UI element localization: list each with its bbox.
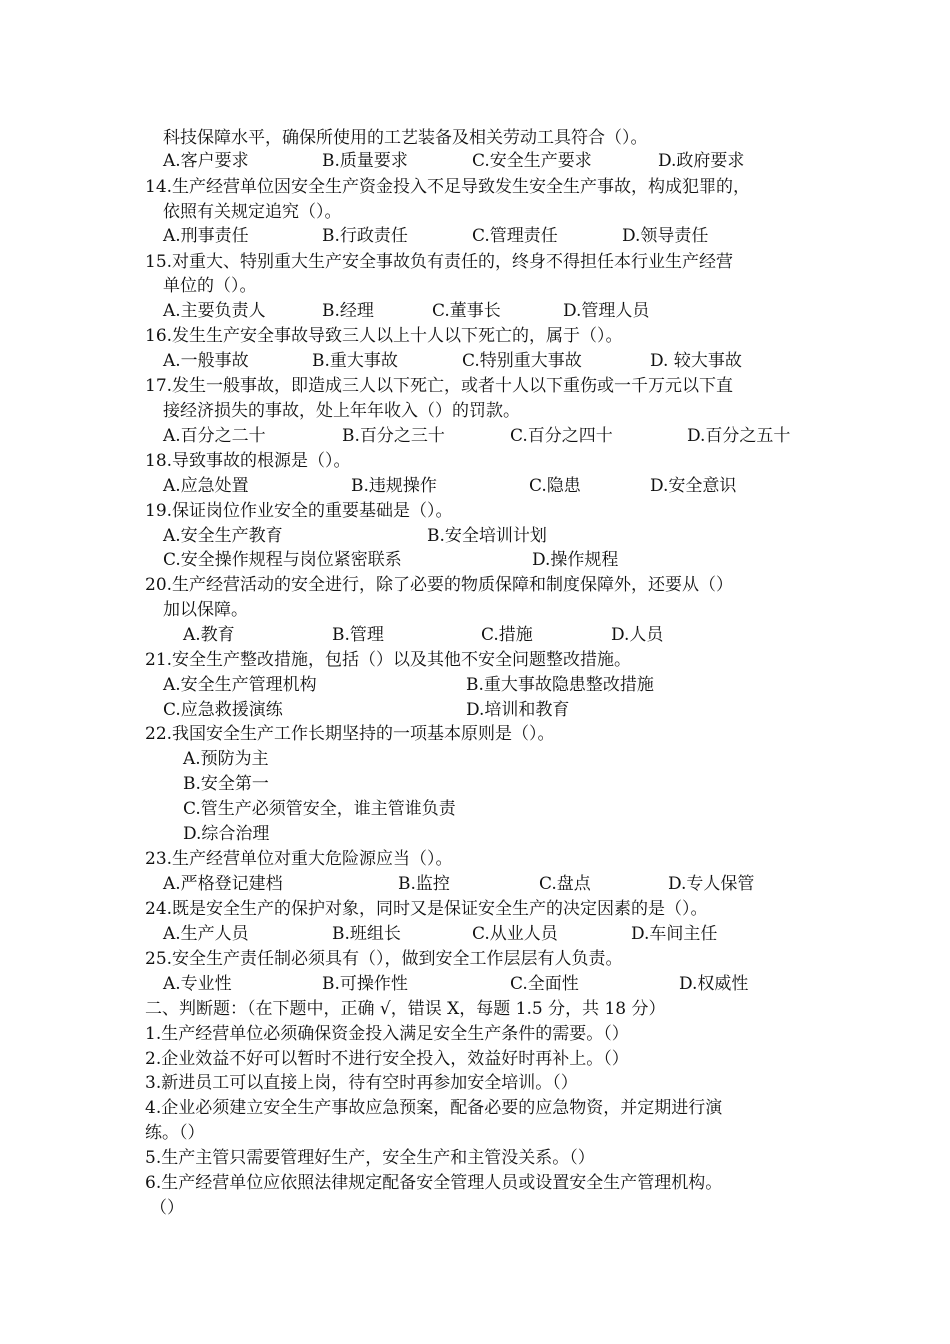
- option-c: C.董事长: [432, 301, 501, 321]
- question-14-line-2: 依照有关规定追究（）。: [163, 202, 342, 222]
- option-c: C.管理责任: [472, 226, 558, 246]
- question-15-line-1: 15.对重大、特别重大生产安全事故负有责任的，终身不得担任本行业生产经营: [145, 252, 734, 272]
- option-b: B.经理: [322, 301, 374, 321]
- question-17-options: [0, 424, 950, 449]
- option-d: D.专人保管: [668, 874, 755, 894]
- option-d: D. 较大事故: [650, 351, 742, 371]
- option-a: A.严格登记建档: [163, 874, 283, 894]
- question-14-line-1: 14.生产经营单位因安全生产资金投入不足导致发生安全生产事故，构成犯罪的，: [145, 177, 751, 197]
- question-20-line-2: 加以保障。: [163, 600, 248, 620]
- question-23-line-1: 23.生产经营单位对重大危险源应当（）。: [145, 849, 453, 869]
- option-a: A.应急处置: [163, 476, 249, 496]
- judgment-item-5: 5.生产主管只需要管理好生产，安全生产和主管没关系。（）: [145, 1148, 595, 1168]
- option-b: B.安全第一: [183, 774, 269, 794]
- option-d: D.百分之五十: [687, 426, 791, 446]
- option-d: D.车间主任: [631, 924, 718, 944]
- option-c: C.全面性: [510, 974, 579, 994]
- option-d: D.管理人员: [563, 301, 650, 321]
- option-a: A.生产人员: [163, 924, 249, 944]
- question-20-options: [0, 623, 950, 648]
- question-24-options: [0, 922, 950, 947]
- question-18-line-1: 18.导致事故的根源是（）。: [145, 451, 351, 471]
- option-d: D.政府要求: [658, 151, 745, 171]
- judgment-item-6-line-2: （）: [150, 1198, 184, 1218]
- question-16-line-1: 16.发生生产安全事故导致三人以上十人以下死亡的，属于（）。: [145, 326, 623, 346]
- question-19-options-row-2: [0, 548, 950, 573]
- option-a: A.安全生产教育: [163, 526, 283, 546]
- judgment-item-4-line-1: 4.企业必须建立安全生产事故应急预案，配备必要的应急物资，并定期进行演: [145, 1098, 723, 1118]
- option-d: D.领导责任: [622, 226, 709, 246]
- question-13-line-2: 科技保障水平，确保所使用的工艺装备及相关劳动工具符合（）。: [163, 128, 648, 148]
- option-b: B.监控: [398, 874, 450, 894]
- option-b: B.百分之三十: [342, 426, 445, 446]
- judgment-item-2: 2.企业效益不好可以暂时不进行安全投入，效益好时再补上。（）: [145, 1049, 629, 1069]
- option-c: C.安全生产要求: [472, 151, 592, 171]
- question-17-line-2: 接经济损失的事故，处上年年收入（）的罚款。: [163, 401, 520, 421]
- section-two-heading: 二、判断题：（在下题中，正确 √，错误 X，每题 1.5 分，共 18 分）: [145, 999, 666, 1019]
- option-a: A.百分之二十: [163, 426, 266, 446]
- option-c: C.从业人员: [472, 924, 558, 944]
- question-14-options: [0, 224, 950, 249]
- question-24-line-1: 24.既是安全生产的保护对象，同时又是保证安全生产的决定因素的是（）。: [145, 899, 708, 919]
- option-d: D.综合治理: [183, 824, 270, 844]
- question-19-options-row-1: [0, 524, 950, 549]
- option-c: C.安全操作规程与岗位紧密联系: [163, 550, 402, 570]
- option-d: D.培训和教育: [466, 700, 570, 720]
- question-19-line-1: 19.保证岗位作业安全的重要基础是（）。: [145, 501, 453, 521]
- option-a: A.刑事责任: [163, 226, 249, 246]
- option-c: C.措施: [481, 625, 533, 645]
- question-15-line-2: 单位的（）。: [163, 276, 257, 296]
- question-25-options: [0, 972, 950, 997]
- question-13-options: [0, 149, 950, 174]
- option-d: D.操作规程: [532, 550, 619, 570]
- option-c: C.管生产必须管安全，谁主管谁负责: [183, 799, 456, 819]
- question-17-line-1: 17.发生一般事故，即造成三人以下死亡，或者十人以下重伤或一千万元以下直: [145, 376, 734, 396]
- question-18-options: [0, 474, 950, 499]
- option-b: B.行政责任: [322, 226, 408, 246]
- option-b: B.质量要求: [322, 151, 408, 171]
- option-d: D.安全意识: [650, 476, 737, 496]
- question-15-options: [0, 299, 950, 324]
- question-21-options-row-1: [0, 673, 950, 698]
- option-d: D.人员: [611, 625, 664, 645]
- option-a: A.安全生产管理机构: [163, 675, 317, 695]
- option-a: A.教育: [183, 625, 235, 645]
- judgment-item-1: 1.生产经营单位必须确保资金投入满足安全生产条件的需要。（）: [145, 1024, 629, 1044]
- option-a: A.预防为主: [183, 749, 269, 769]
- option-b: B.重大事故隐患整改措施: [466, 675, 654, 695]
- option-c: C.应急救援演练: [163, 700, 283, 720]
- option-b: B.重大事故: [312, 351, 398, 371]
- option-c: C.隐患: [529, 476, 581, 496]
- option-b: B.违规操作: [351, 476, 437, 496]
- option-d: D.权威性: [679, 974, 749, 994]
- option-b: B.班组长: [332, 924, 401, 944]
- option-a: A.主要负责人: [163, 301, 266, 321]
- option-b: B.安全培训计划: [427, 526, 547, 546]
- judgment-item-3: 3.新进员工可以直接上岗，待有空时再参加安全培训。（）: [145, 1073, 578, 1093]
- question-23-options: [0, 872, 950, 897]
- question-22-line-1: 22.我国安全生产工作长期坚持的一项基本原则是（）。: [145, 724, 555, 744]
- option-c: C.特别重大事故: [462, 351, 582, 371]
- option-a: A.专业性: [163, 974, 232, 994]
- option-c: C.百分之四十: [510, 426, 613, 446]
- judgment-item-4-line-2: 练。（）: [145, 1123, 205, 1143]
- option-a: A.客户要求: [163, 151, 249, 171]
- option-b: B.可操作性: [322, 974, 408, 994]
- judgment-item-6-line-1: 6.生产经营单位应依照法律规定配备安全管理人员或设置安全生产管理机构。: [145, 1173, 723, 1193]
- option-a: A.一般事故: [163, 351, 249, 371]
- option-c: C.盘点: [539, 874, 591, 894]
- question-21-options-row-2: [0, 698, 950, 723]
- option-b: B.管理: [332, 625, 384, 645]
- question-16-options: [0, 349, 950, 374]
- question-21-line-1: 21.安全生产整改措施，包括（）以及其他不安全问题整改措施。: [145, 650, 632, 670]
- question-20-line-1: 20.生产经营活动的安全进行，除了必要的物质保障和制度保障外，还要从（）: [145, 575, 734, 595]
- question-25-line-1: 25.安全生产责任制必须具有（），做到安全工作层层有人负责。: [145, 949, 623, 969]
